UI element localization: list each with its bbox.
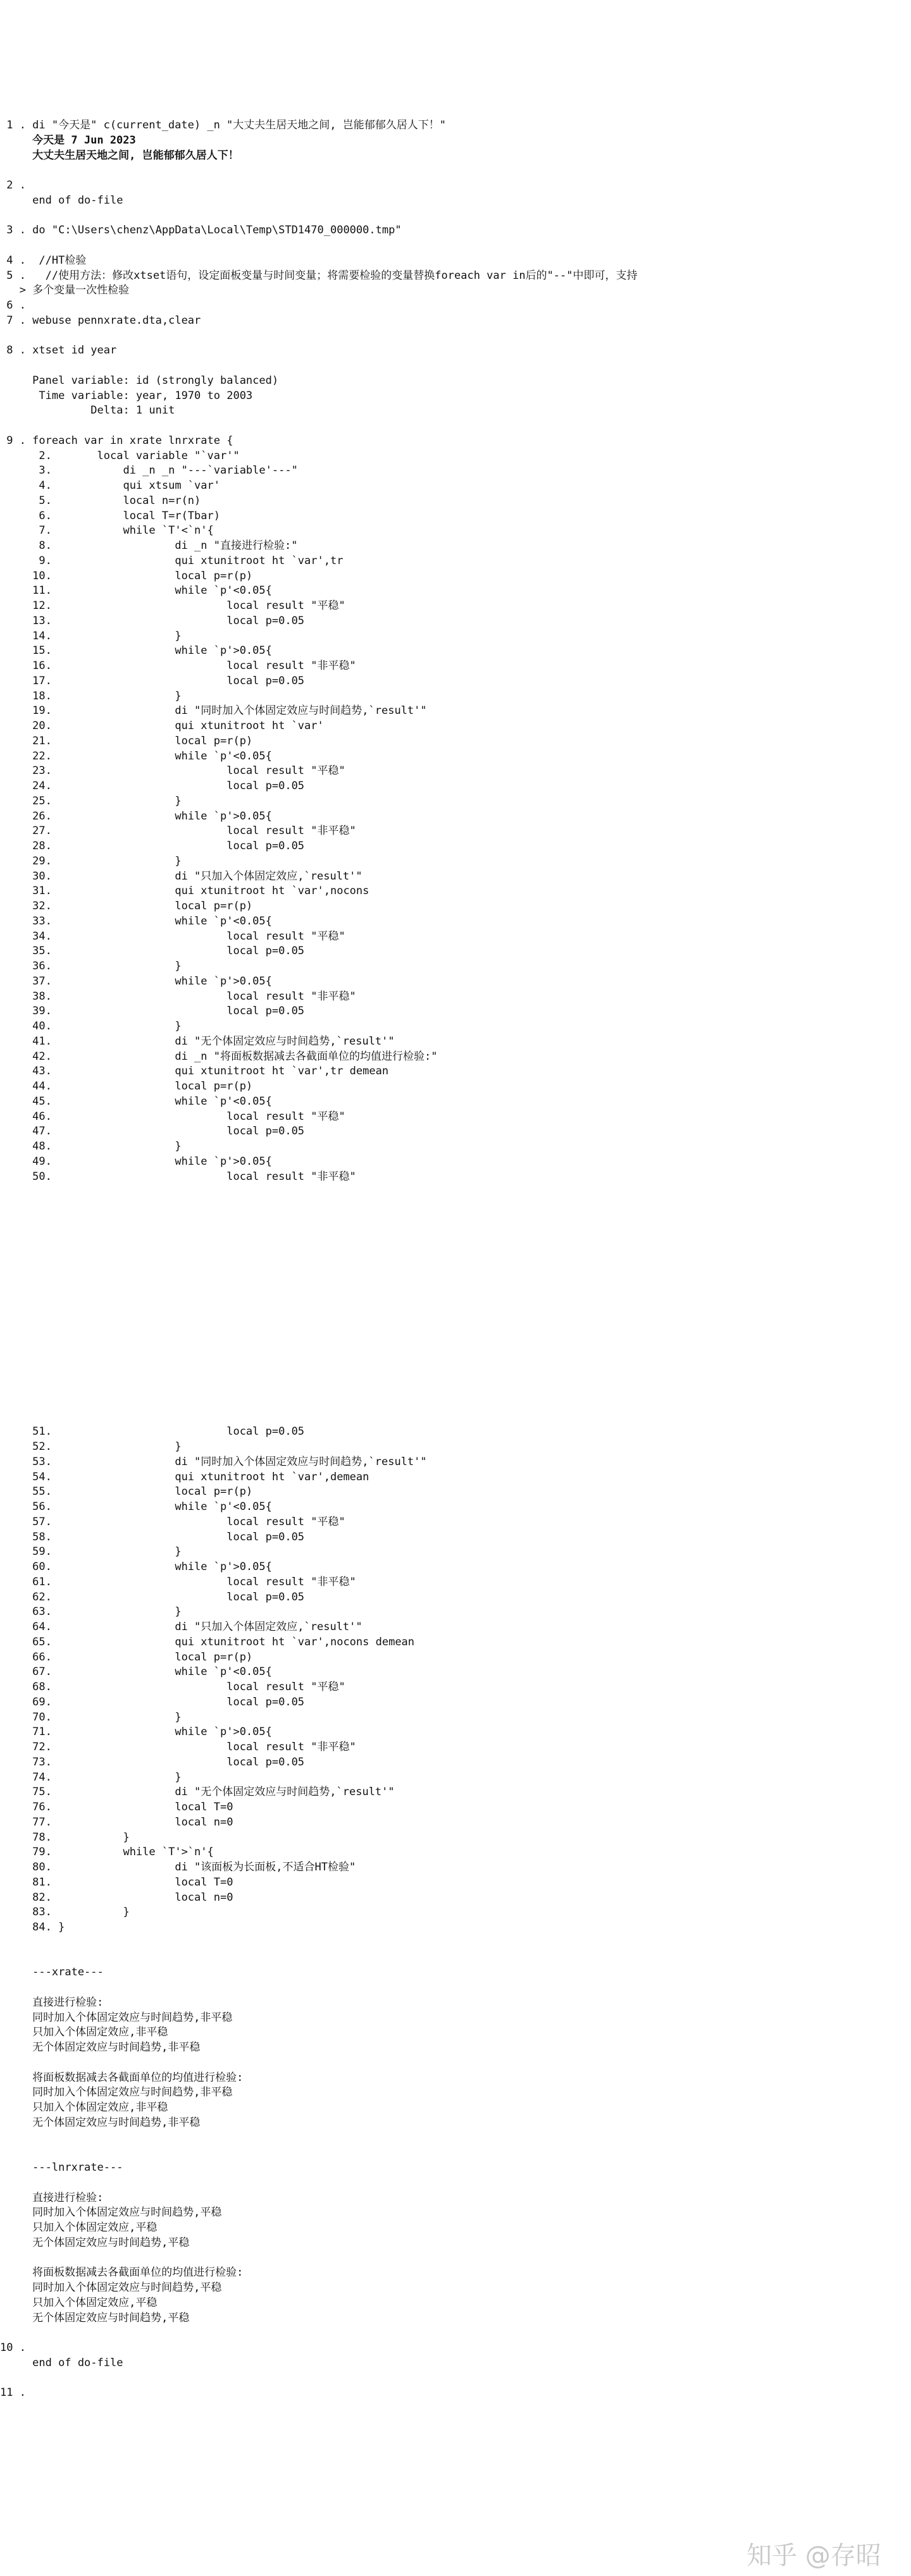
log-line bbox=[0, 2131, 911, 2146]
log-line bbox=[0, 1260, 911, 1275]
log-line: 17. local p=0.05 bbox=[0, 674, 305, 687]
log-line: 只加入个体固定效应,非平稳 bbox=[0, 2026, 168, 2039]
log-line bbox=[0, 1184, 911, 1199]
log-line: 29. } bbox=[0, 854, 182, 868]
log-line: 将面板数据减去各截面单位的均值进行检验: bbox=[0, 2071, 244, 2084]
log-line: 9. qui xtunitroot ht `var',tr bbox=[0, 554, 344, 567]
log-line: 11 . bbox=[0, 2386, 26, 2400]
log-line: 76. local T=0 bbox=[0, 1801, 233, 1813]
log-line: 同时加入个体固定效应与时间趋势,非平稳 bbox=[0, 2086, 233, 2099]
log-line: 2. local variable "`var'" bbox=[0, 449, 240, 462]
log-line: 54. qui xtunitroot ht `var',demean bbox=[0, 1470, 369, 1483]
log-line: 83. } bbox=[0, 1906, 130, 1919]
log-line: 3 . do "C:\Users\chenz\AppData\Local\Temp\STD1470_000000.tmp" bbox=[0, 224, 402, 237]
log-line bbox=[0, 1410, 911, 1425]
log-line: 16. local result "非平稳" bbox=[0, 659, 356, 672]
log-line bbox=[0, 1275, 911, 1290]
log-line bbox=[0, 1215, 911, 1230]
log-line: 46. local result "平稳" bbox=[0, 1110, 345, 1123]
log-line bbox=[0, 2326, 911, 2341]
log-line: 22. while `p'<0.05{ bbox=[0, 749, 272, 763]
log-line bbox=[0, 1290, 911, 1305]
log-line: 59. } bbox=[0, 1545, 182, 1559]
log-line: 45. while `p'<0.05{ bbox=[0, 1095, 272, 1108]
log-line: 将面板数据减去各截面单位的均值进行检验: bbox=[0, 2266, 244, 2279]
log-line: 64. di "只加入个体固定效应,`result'" bbox=[0, 1621, 363, 1633]
log-line: 65. qui xtunitroot ht `var',nocons demean bbox=[0, 1635, 415, 1648]
log-line: 62. local p=0.05 bbox=[0, 1590, 305, 1604]
log-line: 37. while `p'>0.05{ bbox=[0, 974, 272, 988]
log-line: 同时加入个体固定效应与时间趋势,平稳 bbox=[0, 2206, 222, 2219]
log-line: 34. local result "平稳" bbox=[0, 929, 345, 943]
log-line: 57. local result "平稳" bbox=[0, 1515, 345, 1528]
log-line bbox=[0, 1199, 911, 1215]
log-line: 8 . xtset id year bbox=[0, 344, 117, 357]
log-line: 18. } bbox=[0, 689, 182, 702]
log-line: 61. local result "非平稳" bbox=[0, 1575, 356, 1588]
log-line: 33. while `p'<0.05{ bbox=[0, 914, 272, 928]
log-line: 53. di "同时加入个体固定效应与时间趋势,`result'" bbox=[0, 1455, 427, 1468]
log-line: 82. local n=0 bbox=[0, 1891, 233, 1904]
log-line: 75. di "无个体固定效应与时间趋势,`result'" bbox=[0, 1786, 395, 1799]
log-line: 55. local p=r(p) bbox=[0, 1485, 253, 1499]
log-line: 10. local p=r(p) bbox=[0, 569, 253, 582]
log-line: 74. } bbox=[0, 1770, 182, 1784]
log-line: 26. while `p'>0.05{ bbox=[0, 809, 272, 823]
log-line: 68. local result "平稳" bbox=[0, 1681, 345, 1693]
log-line: 81. local T=0 bbox=[0, 1875, 233, 1889]
log-line: 今天是 7 Jun 2023 bbox=[0, 133, 136, 147]
log-line: 25. } bbox=[0, 794, 182, 807]
log-line bbox=[0, 1935, 911, 1951]
log-line: 30. di "只加入个体固定效应,`result'" bbox=[0, 869, 363, 883]
log-line bbox=[0, 1304, 911, 1320]
log-line: 14. } bbox=[0, 629, 182, 642]
log-line: 只加入个体固定效应,平稳 bbox=[0, 2296, 158, 2309]
log-line: > 多个变量一次性检验 bbox=[0, 284, 130, 297]
log-line: 84. } bbox=[0, 1921, 65, 1934]
log-line bbox=[0, 209, 911, 224]
log-line: 9 . foreach var in xrate lnrxrate { bbox=[0, 434, 233, 447]
log-line bbox=[0, 1395, 911, 1410]
log-line: 20. qui xtunitroot ht `var' bbox=[0, 720, 324, 732]
log-line: end of do-file bbox=[0, 193, 123, 207]
log-line: 10 . bbox=[0, 2341, 26, 2354]
log-line: 6. local T=r(Tbar) bbox=[0, 509, 220, 522]
log-line bbox=[0, 2145, 911, 2161]
log-line: end of do-file bbox=[0, 2356, 123, 2369]
log-line bbox=[0, 1230, 911, 1245]
log-line: 直接进行检验: bbox=[0, 2191, 104, 2204]
log-line: 31. qui xtunitroot ht `var',nocons bbox=[0, 885, 369, 898]
log-line: 47. local p=0.05 bbox=[0, 1125, 305, 1138]
log-line: 48. } bbox=[0, 1140, 182, 1153]
log-line: 只加入个体固定效应,平稳 bbox=[0, 2221, 158, 2234]
log-line: 50. local result "非平稳" bbox=[0, 1170, 356, 1183]
log-line: 4. qui xtsum `var' bbox=[0, 479, 220, 492]
log-line: 63. } bbox=[0, 1605, 182, 1619]
log-line: 42. di _n "将面板数据减去各截面单位的均值进行检验:" bbox=[0, 1050, 438, 1063]
stata-results-log bbox=[0, 118, 911, 2401]
log-line: 72. local result "非平稳" bbox=[0, 1741, 356, 1753]
log-line: 4 . //HT检验 bbox=[0, 254, 87, 267]
log-line: 无个体固定效应与时间趋势,非平稳 bbox=[0, 2116, 201, 2129]
log-line bbox=[0, 1980, 911, 1996]
log-line: 77. local n=0 bbox=[0, 1815, 233, 1829]
log-line: 56. while `p'<0.05{ bbox=[0, 1500, 272, 1513]
log-line: 41. di "无个体固定效应与时间趋势,`result'" bbox=[0, 1034, 395, 1048]
log-line: 78. } bbox=[0, 1831, 130, 1844]
log-line: 24. local p=0.05 bbox=[0, 780, 305, 792]
log-line: 同时加入个体固定效应与时间趋势,非平稳 bbox=[0, 2011, 233, 2024]
log-line: 1 . di "今天是" c(current_date) _n "大丈夫生居天地之间, 岂能郁郁久居人下！" bbox=[0, 119, 446, 132]
log-line: 44. local p=r(p) bbox=[0, 1080, 253, 1093]
log-line: 49. while `p'>0.05{ bbox=[0, 1155, 272, 1168]
log-line bbox=[0, 359, 911, 374]
log-line: 21. local p=r(p) bbox=[0, 734, 253, 747]
log-line: 79. while `T'>`n'{ bbox=[0, 1846, 214, 1859]
log-line: 32. local p=r(p) bbox=[0, 900, 253, 912]
log-line: 38. local result "非平稳" bbox=[0, 990, 356, 1003]
log-line: 23. local result "平稳" bbox=[0, 764, 345, 778]
log-line: 51. local p=0.05 bbox=[0, 1425, 305, 1438]
log-line: 5 . //使用方法：修改xtset语句，设定面板变量与时间变量；将需要检验的变量替换foreach var in后的"--"中即可，支持 bbox=[0, 269, 638, 282]
log-line bbox=[0, 2176, 911, 2191]
log-line bbox=[0, 238, 911, 254]
log-line bbox=[0, 1320, 911, 1335]
log-line: 无个体固定效应与时间趋势,非平稳 bbox=[0, 2041, 201, 2054]
log-line: 67. while `p'<0.05{ bbox=[0, 1665, 272, 1679]
log-line: 8. di _n "直接进行检验:" bbox=[0, 539, 298, 552]
log-line: 2 . bbox=[0, 179, 26, 192]
log-line: 40. } bbox=[0, 1020, 182, 1033]
log-line: 36. } bbox=[0, 960, 182, 972]
log-line: 52. } bbox=[0, 1440, 182, 1453]
log-line bbox=[0, 419, 911, 434]
log-line bbox=[0, 2056, 911, 2071]
log-line: Delta: 1 unit bbox=[0, 404, 175, 417]
log-line: 39. local p=0.05 bbox=[0, 1005, 305, 1018]
log-line: 66. local p=r(p) bbox=[0, 1650, 253, 1664]
log-line: 60. while `p'>0.05{ bbox=[0, 1561, 272, 1573]
log-line: 12. local result "平稳" bbox=[0, 599, 345, 612]
log-line: 27. local result "非平稳" bbox=[0, 825, 356, 838]
log-line bbox=[0, 2251, 911, 2266]
log-line: 70. } bbox=[0, 1710, 182, 1724]
log-line: 69. local p=0.05 bbox=[0, 1695, 305, 1708]
log-line: 35. local p=0.05 bbox=[0, 945, 305, 958]
log-line bbox=[0, 329, 911, 344]
log-line: 无个体固定效应与时间趋势,平稳 bbox=[0, 2311, 190, 2324]
log-line: 73. local p=0.05 bbox=[0, 1755, 305, 1769]
log-line: 80. di "该面板为长面板,不适合HT检验" bbox=[0, 1861, 356, 1874]
log-line: 58. local p=0.05 bbox=[0, 1530, 305, 1543]
log-line: 直接进行检验: bbox=[0, 1996, 104, 2009]
log-line: 大丈夫生居天地之间, 岂能郁郁久居人下！ bbox=[0, 149, 239, 162]
log-line: 19. di "同时加入个体固定效应与时间趋势,`result'" bbox=[0, 704, 427, 718]
log-line: 3. di _n _n "---`variable'---" bbox=[0, 464, 298, 477]
log-line: Panel variable: id (strongly balanced) bbox=[0, 374, 279, 387]
log-line bbox=[0, 1350, 911, 1365]
log-line bbox=[0, 1335, 911, 1350]
log-line: 11. while `p'<0.05{ bbox=[0, 584, 272, 598]
log-line: 只加入个体固定效应,非平稳 bbox=[0, 2101, 168, 2114]
log-line bbox=[0, 1244, 911, 1260]
log-line: 13. local p=0.05 bbox=[0, 614, 305, 627]
log-line bbox=[0, 1380, 911, 1395]
log-line bbox=[0, 1951, 911, 1966]
log-line: 6 . bbox=[0, 299, 26, 312]
log-line: 同时加入个体固定效应与时间趋势,平稳 bbox=[0, 2281, 222, 2294]
log-line: ---lnrxrate--- bbox=[0, 2161, 123, 2174]
log-line bbox=[0, 163, 911, 178]
log-line: 7. while `T'<`n'{ bbox=[0, 524, 214, 537]
log-line: 5. local n=r(n) bbox=[0, 494, 201, 507]
log-line: 71. while `p'>0.05{ bbox=[0, 1726, 272, 1739]
log-line bbox=[0, 2371, 911, 2386]
zhihu-watermark: 知乎 @存昭 bbox=[747, 2541, 881, 2570]
log-line: 无个体固定效应与时间趋势,平稳 bbox=[0, 2236, 190, 2249]
log-line: Time variable: year, 1970 to 2003 bbox=[0, 389, 253, 402]
log-line: 28. local p=0.05 bbox=[0, 840, 305, 852]
log-line: 43. qui xtunitroot ht `var',tr demean bbox=[0, 1065, 389, 1078]
log-line: ---xrate--- bbox=[0, 1966, 104, 1979]
log-line bbox=[0, 1365, 911, 1380]
log-line: 7 . webuse pennxrate.dta,clear bbox=[0, 314, 201, 327]
log-line: 15. while `p'>0.05{ bbox=[0, 644, 272, 658]
